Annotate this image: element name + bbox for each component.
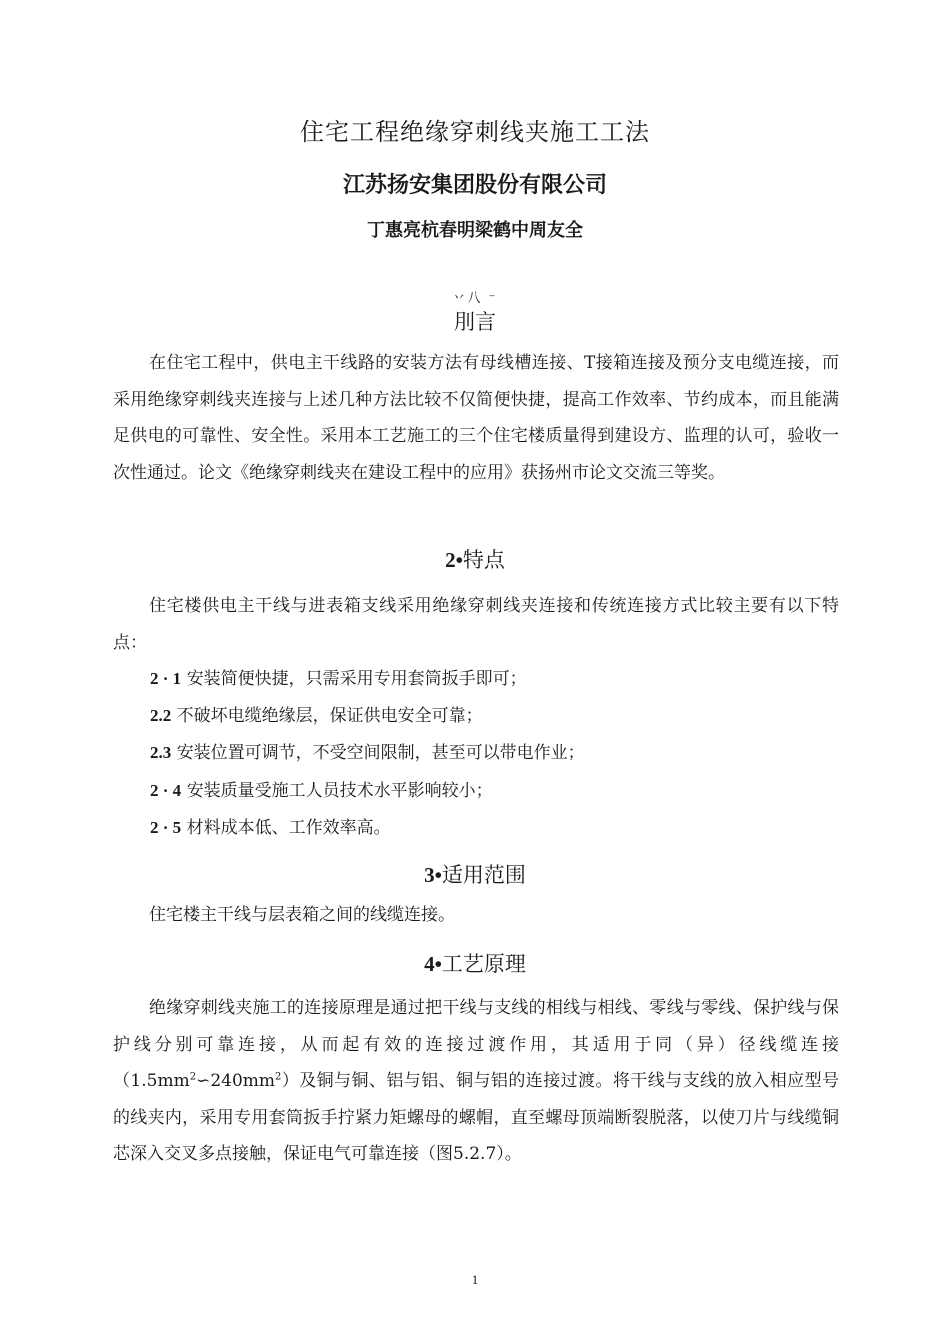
feature-item	[150, 779, 840, 803]
superscript: 2	[189, 1071, 197, 1083]
principle-paragraph	[113, 990, 839, 1173]
feature-number: 2 · 4	[150, 781, 182, 800]
preface-heading: 刖言	[454, 310, 496, 334]
company-name: 江苏扬安集团股份有限公司	[342, 173, 607, 198]
superscript: 2	[275, 1071, 282, 1083]
section-number: 3•	[424, 863, 442, 887]
principle-text-part3: ）及铜与铜、铝与铝、铜与铝的连接过渡。将干线与支线的放入相应型号的线夹内，采用专用套筒扳手拧紧力矩螺母的螺帽，直至螺母顶端断裂脱落，以使刀片与线缆铜芯深入交叉多点接触，保证电气可靠连接（图5.2.7）。	[113, 1071, 839, 1164]
section-heading-principle	[0, 948, 950, 978]
feature-text: 不破坏电缆绝缘层，保证供电安全可靠；	[171, 706, 483, 726]
feature-number: 2 · 1	[150, 669, 182, 688]
preface-paragraph: 在住宅工程中，供电主干线路的安装方法有母线槽连接、T接箱连接及预分支电缆连接，而采用绝缘穿刺线夹连接与上述几种方法比较不仅简便快捷，提高工作效率、节约成本，而且能满足供电的可靠性、安全性。采用本工艺施工的三个住宅楼质量得到建设方、监理的认可，验收一次性通过。论文《绝缘穿刺线夹在建设工程中的应用》获扬州市论文交流三等奖。	[113, 353, 839, 483]
feature-text: 安装简便快捷，只需采用专用套筒扳手即可；	[181, 669, 527, 689]
feature-number: 2 · 5	[150, 818, 182, 837]
feature-item	[150, 704, 840, 728]
feature-text: 安装质量受施工人员技术水平影响较小；	[181, 781, 493, 801]
section-title: 工艺原理	[441, 952, 526, 976]
section-title: 特点	[462, 548, 505, 572]
author-list: 丁惠亮杭春明梁鹤中周友全	[367, 220, 583, 241]
document-title: 住宅工程绝缘穿刺线夹施工工法	[300, 118, 650, 146]
page-number: 1	[471, 1272, 479, 1287]
section-title: 适用范围	[441, 863, 526, 887]
feature-number: 2.3	[150, 743, 172, 762]
features-intro-paragraph: 住宅楼供电主干线与进表箱支线采用绝缘穿刺线夹连接和传统连接方式比较主要有以下特点：	[113, 596, 839, 653]
feature-item	[150, 667, 840, 691]
feature-text: 材料成本低、工作效率高。	[181, 818, 391, 838]
feature-text: 安装位置可调节，不受空间限制，甚至可以带电作业；	[171, 743, 585, 763]
section-number: 4•	[424, 952, 442, 976]
section-heading-features	[0, 544, 950, 574]
preface-artifact: 丷八 ⁻	[452, 291, 498, 306]
principle-text-part1: 绝缘穿刺线夹施工的连接原理是通过把干线与支线的相线与相线、零线与零线、保护线与保护线分别可靠连接，从而起有效的连接过渡作用，其适用于同（异）径线缆连接（1.5mm	[113, 998, 839, 1091]
principle-text-part2: ∽240mm	[196, 1071, 276, 1091]
feature-item	[150, 816, 840, 840]
scope-paragraph: 住宅楼主干线与层表箱之间的线缆连接。	[149, 905, 455, 925]
feature-number: 2.2	[150, 706, 172, 725]
feature-item	[150, 741, 840, 765]
section-number: 2•	[445, 548, 463, 572]
section-heading-scope	[0, 859, 950, 889]
